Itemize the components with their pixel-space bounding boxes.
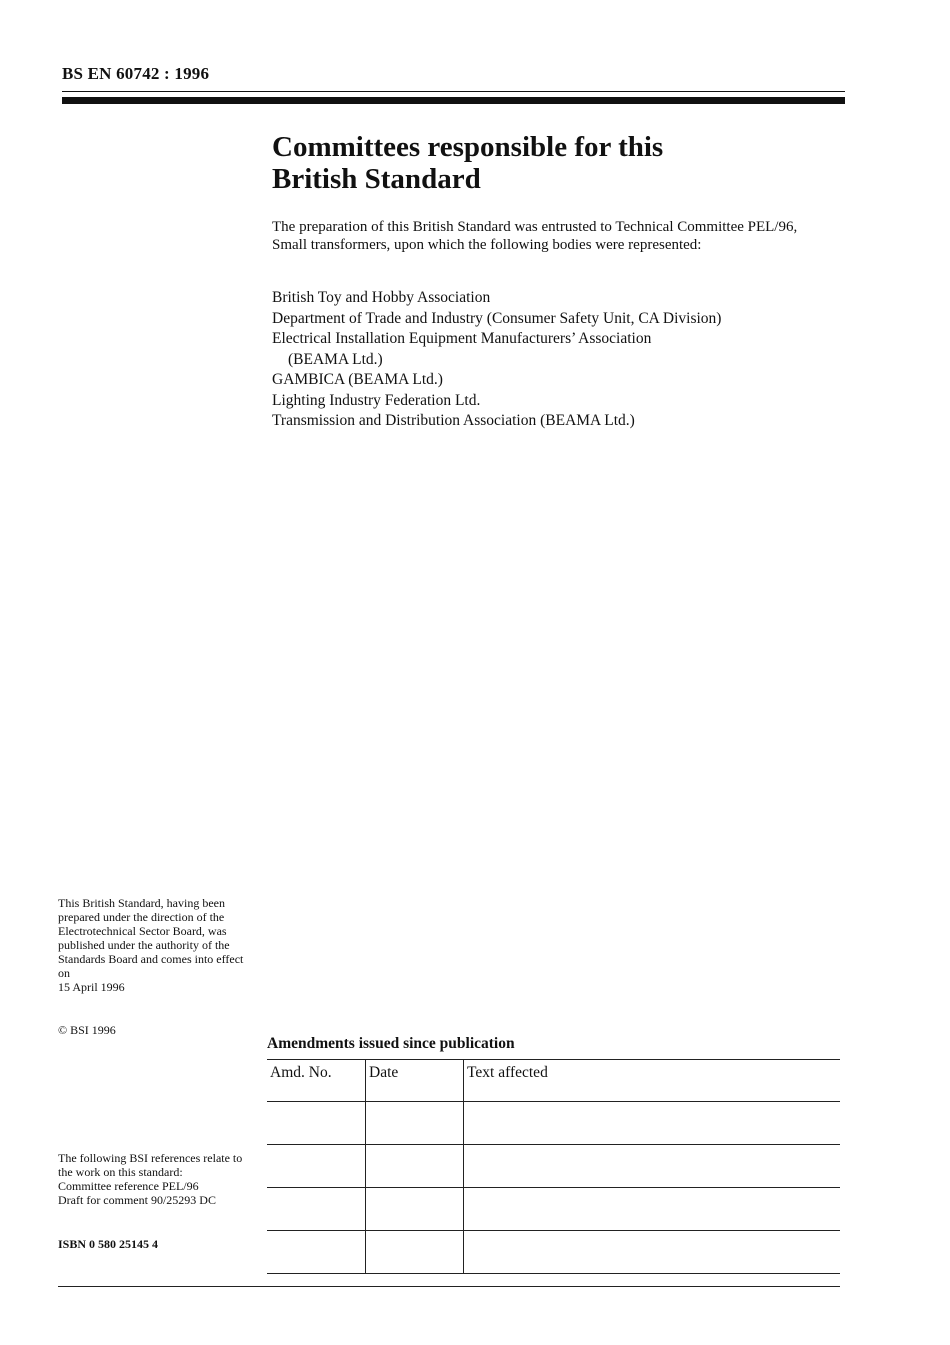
page-title (272, 131, 663, 195)
title-line-2: British Standard (272, 163, 481, 195)
header-thin-rule (62, 91, 845, 92)
header-thick-rule (62, 97, 845, 104)
table-cell (267, 1231, 366, 1274)
references-note (58, 1151, 248, 1207)
publication-note-text: This British Standard, having been prepared under the direction of the Electrotechnical Sector Board, was published under the authority of the Standards Board and comes into effect on (58, 896, 244, 980)
amendments-table (267, 1059, 840, 1274)
table-cell (464, 1188, 841, 1231)
document-id: BS EN 60742 : 1996 (62, 64, 210, 83)
list-item: British Toy and Hobby Association (272, 289, 491, 306)
column-header-date: Date (366, 1060, 464, 1102)
effective-date: 15 April 1996 (58, 980, 125, 994)
table-cell (267, 1188, 366, 1231)
table-cell (366, 1231, 464, 1274)
draft-reference: Draft for comment 90/25293 DC (58, 1193, 216, 1207)
represented-bodies-list (272, 288, 721, 432)
list-item: Department of Trade and Industry (Consumer Safety Unit, CA Division) (272, 309, 722, 327)
table-cell (366, 1102, 464, 1145)
list-item-continuation: (BEAMA Ltd.) (288, 350, 383, 368)
copyright-notice: © BSI 1996 (58, 1023, 116, 1037)
table-cell (464, 1145, 841, 1188)
table-row (267, 1145, 840, 1188)
footer-rule (58, 1286, 840, 1287)
list-item: Lighting Industry Federation Ltd. (272, 391, 481, 409)
publication-note (58, 896, 248, 994)
table-cell (267, 1145, 366, 1188)
table-cell (366, 1188, 464, 1231)
table-cell (366, 1145, 464, 1188)
references-note-text: The following BSI references relate to the work on this standard: (58, 1151, 243, 1179)
title-line-1: Committees responsible for this (272, 131, 664, 163)
table-header-row (267, 1060, 840, 1102)
table-cell (267, 1102, 366, 1145)
committee-reference: Committee reference PEL/96 (58, 1179, 199, 1193)
column-header-text-affected: Text affected (464, 1060, 841, 1102)
table-row (267, 1188, 840, 1231)
table-cell (464, 1102, 841, 1145)
table-row (267, 1102, 840, 1145)
table-row (267, 1231, 840, 1274)
intro-paragraph: The preparation of this British Standard was entrusted to Technical Committee PEL/96, Small transformers, upon which the following bodies were represented: (272, 219, 798, 253)
column-header-amd-no: Amd. No. (267, 1060, 366, 1102)
amendments-heading: Amendments issued since publication (267, 1035, 515, 1052)
list-item: Electrical Installation Equipment Manufacturers’ Association (272, 330, 652, 347)
table-cell (464, 1231, 841, 1274)
list-item: Transmission and Distribution Association (BEAMA Ltd.) (272, 412, 635, 429)
list-item: GAMBICA (BEAMA Ltd.) (272, 371, 443, 388)
isbn: ISBN 0 580 25145 4 (58, 1237, 159, 1251)
